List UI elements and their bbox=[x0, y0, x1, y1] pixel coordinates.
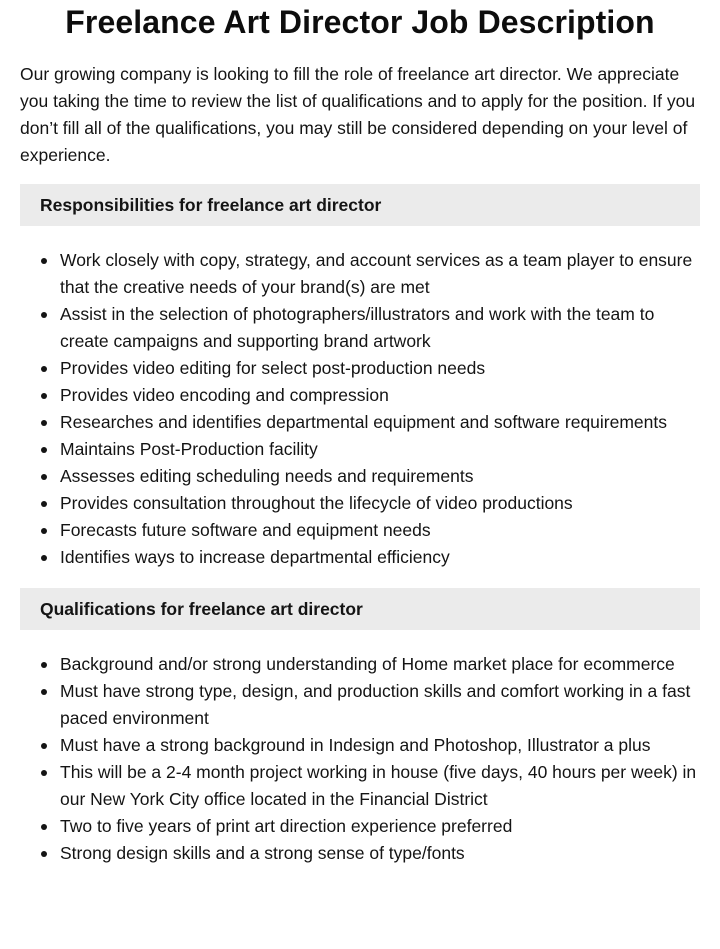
list-item bbox=[20, 409, 700, 436]
bullet-icon bbox=[41, 743, 47, 749]
list-item bbox=[20, 247, 700, 301]
list-item bbox=[20, 490, 700, 517]
list-item bbox=[20, 544, 700, 571]
bullet-icon bbox=[41, 420, 47, 426]
list-item-text: Assesses editing scheduling needs and requirements bbox=[60, 466, 474, 486]
list-item-text: Researches and identifies departmental equipment and software requirements bbox=[60, 412, 668, 432]
list-item-text: Assist in the selection of photographers/illustrators and work with the team to create campaigns and supporting brand artwork bbox=[60, 304, 655, 351]
list-item bbox=[20, 651, 700, 678]
list-item-text: Provides consultation throughout the lifecycle of video productions bbox=[60, 493, 573, 513]
page-title: Freelance Art Director Job Description bbox=[65, 4, 655, 40]
list-item-text: Provides video editing for select post-production needs bbox=[60, 358, 486, 378]
list-item bbox=[20, 732, 700, 759]
list-item bbox=[20, 759, 700, 813]
responsibilities-list bbox=[20, 247, 700, 571]
responsibilities-heading: Responsibilities for freelance art director bbox=[20, 184, 700, 226]
list-item-text: Maintains Post-Production facility bbox=[60, 439, 318, 459]
list-item bbox=[20, 813, 700, 840]
list-item bbox=[20, 463, 700, 490]
list-item bbox=[20, 382, 700, 409]
bullet-icon bbox=[41, 501, 47, 507]
bullet-icon bbox=[41, 662, 47, 668]
bullet-icon bbox=[41, 393, 47, 399]
list-item bbox=[20, 355, 700, 382]
list-item-text: Background and/or strong understanding of Home market place for ecommerce bbox=[60, 654, 675, 674]
list-item-text: Identifies ways to increase departmental efficiency bbox=[60, 547, 450, 567]
list-item-text: Must have a strong background in Indesign and Photoshop, Illustrator a plus bbox=[60, 735, 651, 755]
bullet-icon bbox=[41, 312, 47, 318]
list-item bbox=[20, 301, 700, 355]
list-item bbox=[20, 840, 700, 867]
list-item bbox=[20, 436, 700, 463]
bullet-icon bbox=[41, 851, 47, 857]
bullet-icon bbox=[41, 366, 47, 372]
list-item-text: Provides video encoding and compression bbox=[60, 385, 389, 405]
list-item-text: Strong design skills and a strong sense of type/fonts bbox=[60, 843, 465, 863]
list-item-text: Must have strong type, design, and production skills and comfort working in a fast paced environment bbox=[60, 681, 691, 728]
list-item-text: Two to five years of print art direction experience preferred bbox=[60, 816, 513, 836]
list-item-text: Forecasts future software and equipment needs bbox=[60, 520, 431, 540]
bullet-icon bbox=[41, 824, 47, 830]
list-item bbox=[20, 678, 700, 732]
list-item bbox=[20, 517, 700, 544]
bullet-icon bbox=[41, 689, 47, 695]
bullet-icon bbox=[41, 528, 47, 534]
bullet-icon bbox=[41, 555, 47, 561]
qualifications-list bbox=[20, 651, 700, 867]
bullet-icon bbox=[41, 258, 47, 264]
list-item-text: Work closely with copy, strategy, and account services as a team player to ensure that the creative needs of your brand(s) are met bbox=[60, 250, 693, 297]
intro-paragraph: Our growing company is looking to fill the role of freelance art director. We appreciate you taking the time to review the list of qualifications and to apply for the position. If you don’t fill all of the qualifications, you may still be considered depending on your level of experience. bbox=[20, 64, 696, 165]
bullet-icon bbox=[41, 447, 47, 453]
qualifications-heading: Qualifications for freelance art director bbox=[20, 588, 700, 630]
list-item-text: This will be a 2-4 month project working in house (five days, 40 hours per week) in our New York City office located in the Financial District bbox=[60, 762, 697, 809]
bullet-icon bbox=[41, 474, 47, 480]
bullet-icon bbox=[41, 770, 47, 776]
